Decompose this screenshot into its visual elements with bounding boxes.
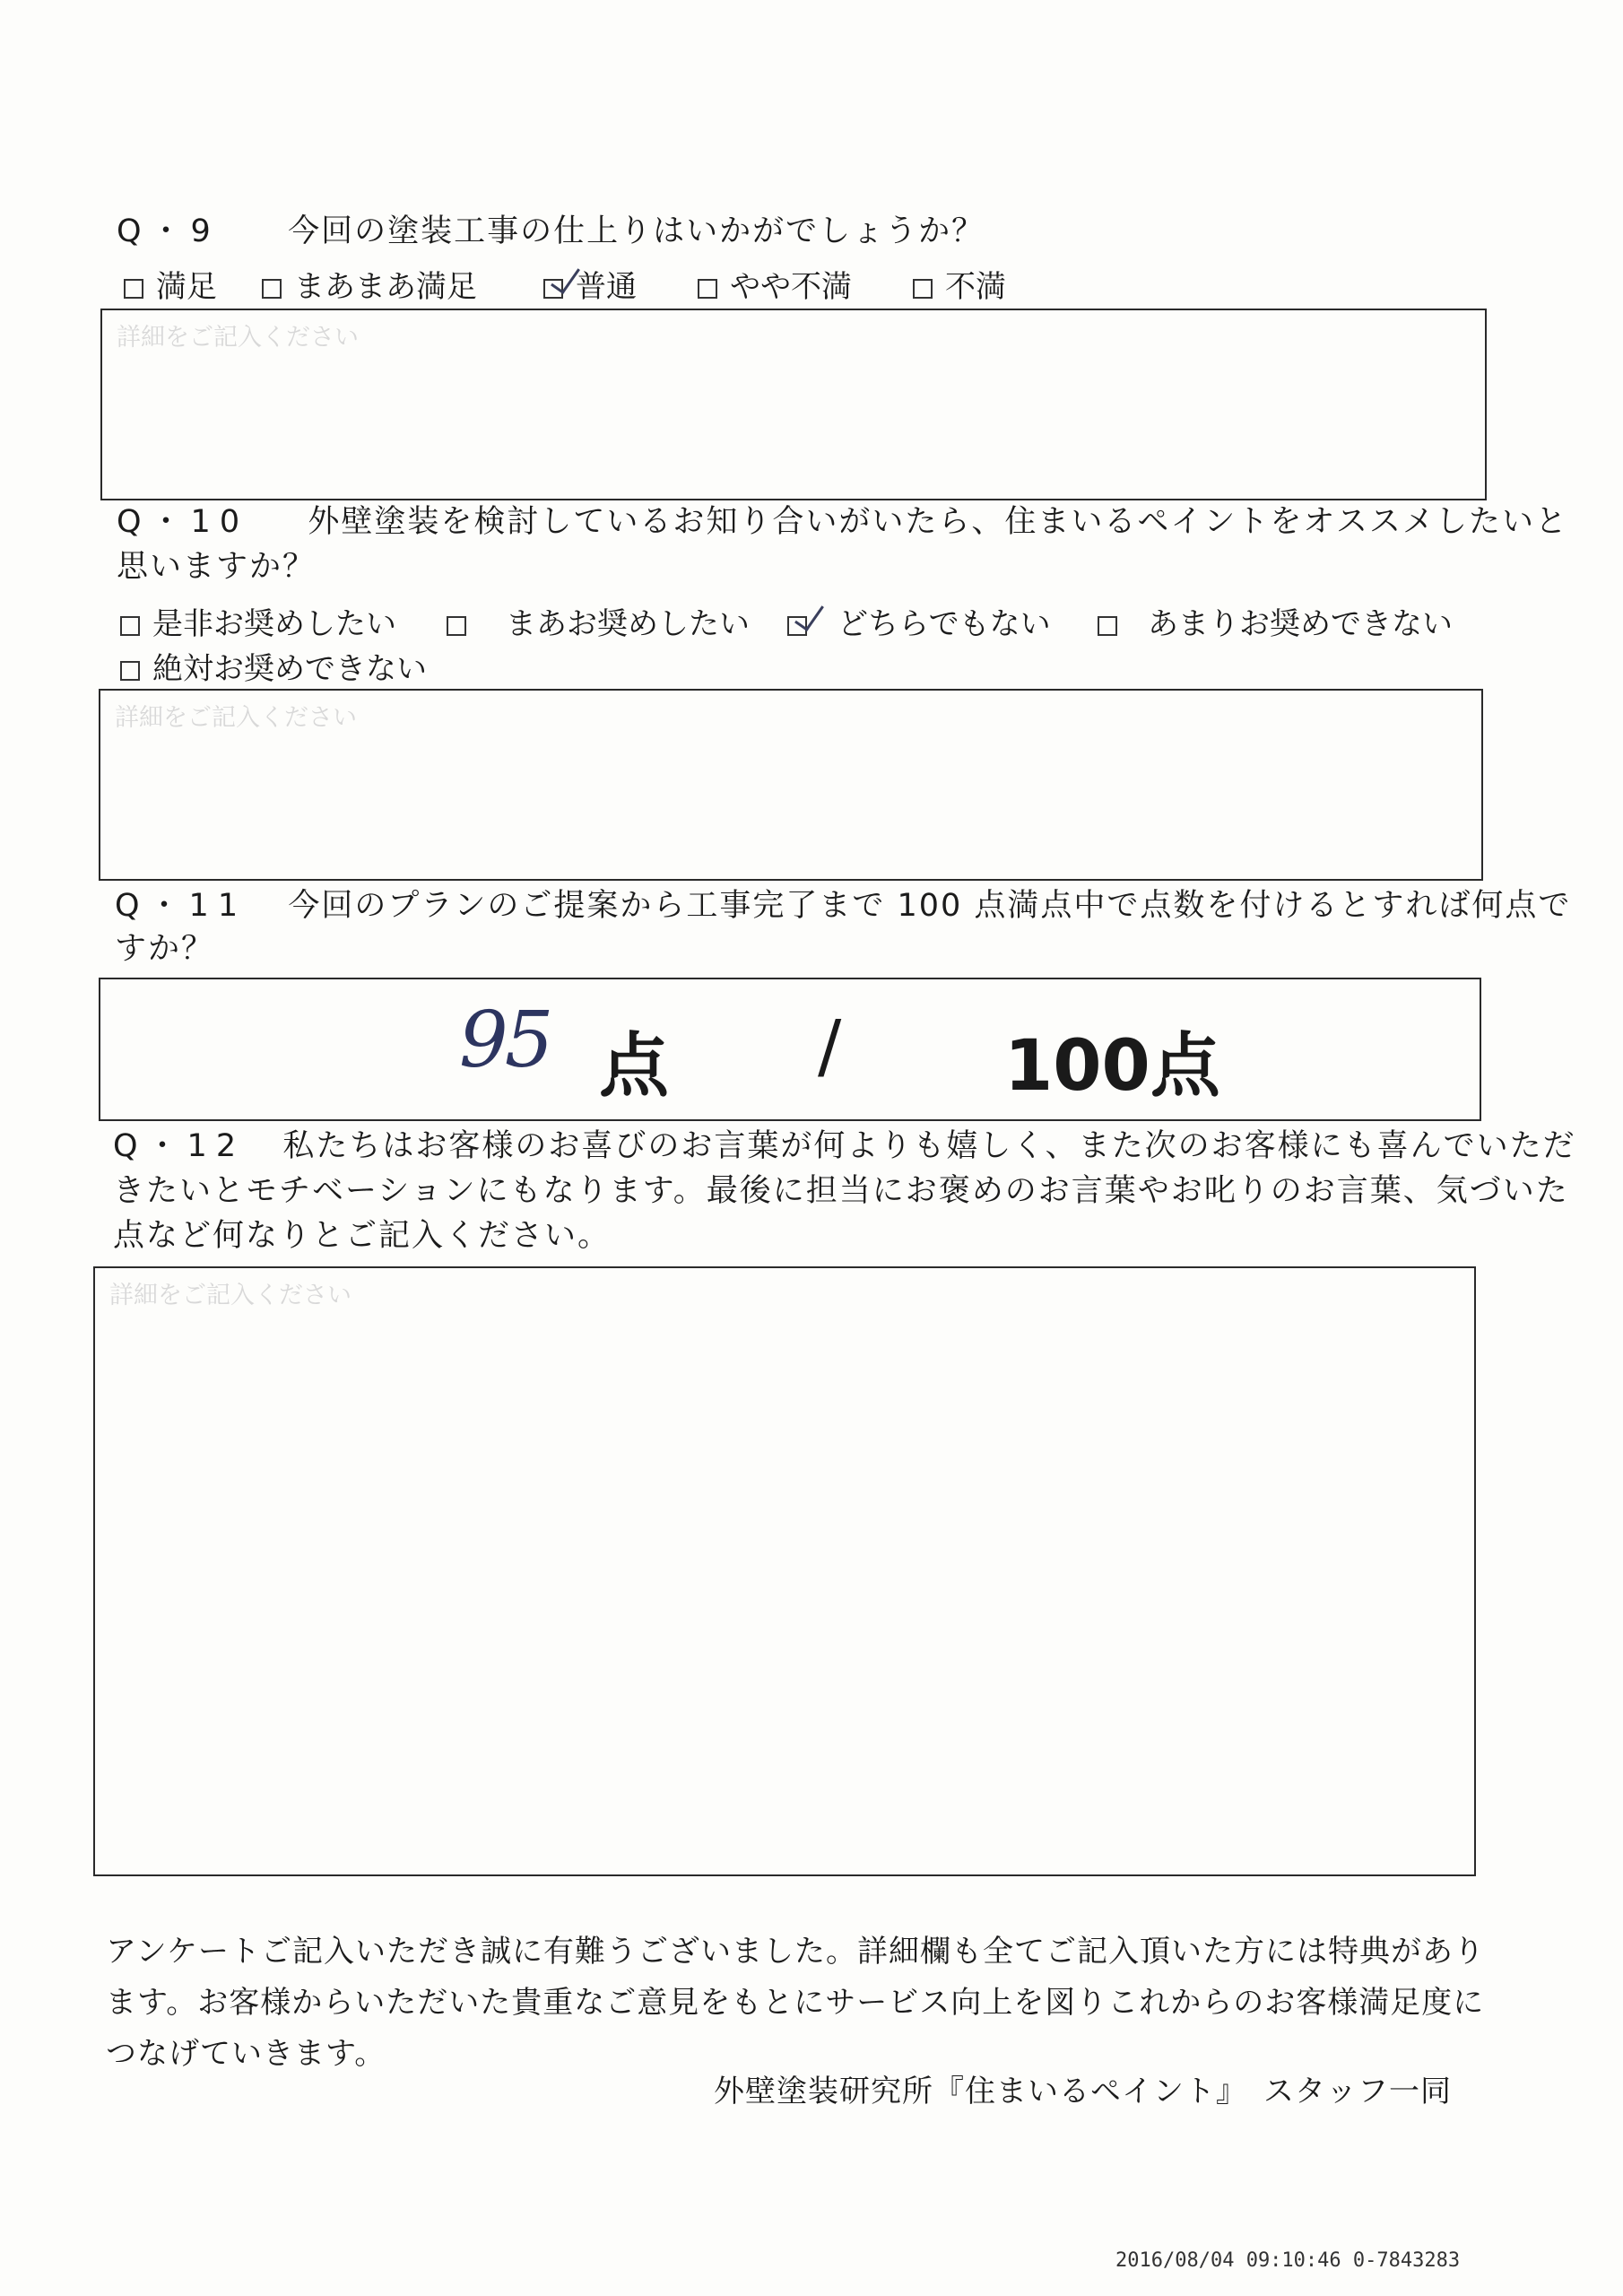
q10-option-1[interactable]: 是非お奨めしたい (120, 599, 396, 643)
q9-option-5[interactable]: 不満 (913, 262, 1006, 306)
q11-number: Q・11 (115, 888, 247, 924)
fax-timestamp: 2016/08/04 09:10:46 0-7843283 (1115, 2249, 1461, 2272)
checkbox[interactable] (447, 616, 466, 636)
q12-question (113, 1126, 1576, 1168)
score-unit: 点 (599, 1026, 670, 1107)
q10-question (117, 502, 1568, 544)
q12-detail-box[interactable] (93, 1266, 1476, 1876)
q12-question-line2: きたいとモチベーションにもなります。最後に担当にお褒めのお言葉やお叱りのお言葉、気づいた (113, 1173, 1569, 1209)
checkbox-checked[interactable] (543, 279, 563, 299)
q9-detail-box[interactable] (100, 309, 1487, 500)
q9-option-1[interactable]: 満足 (124, 262, 217, 306)
q9-number: Q・9 (117, 213, 220, 249)
q11-score-box[interactable] (99, 978, 1481, 1121)
q9-option-4[interactable]: やや不満 (698, 262, 852, 306)
closing-line3: つなげていきます。 (106, 2036, 386, 2072)
q11-question (115, 886, 1571, 927)
handwritten-score: 95 (459, 996, 551, 1085)
closing-line1: アンケートご記入いただき誠に有難うございました。詳細欄も全てご記入頂いた方には特典があり (106, 1934, 1485, 1970)
checkbox[interactable] (124, 279, 143, 299)
checkbox[interactable] (1098, 616, 1117, 636)
q10-option-5[interactable]: 絶対お奨めできない (120, 644, 427, 688)
signature: 外壁塗装研究所『住まいるペイント』 スタッフ一同 (714, 2074, 1452, 2109)
checkbox[interactable] (120, 661, 140, 681)
max-score: 100点 (1004, 1026, 1220, 1107)
q10-option-2[interactable]: まあお奨めしたい (447, 599, 750, 643)
q10-question-line2: 思いますか？ (117, 549, 317, 585)
q10-option-3[interactable]: どちらでもない (787, 599, 1051, 643)
q12-number: Q・12 (113, 1128, 246, 1164)
q10-detail-placeholder: 詳細をご記入ください (115, 704, 357, 732)
checkbox[interactable] (698, 279, 717, 299)
q11-question-line1: 今回のプランのご提案から工事完了まで 100 点満点中で点数を付けるとすれば何点で (288, 888, 1572, 924)
q9-option-2[interactable]: まあまあ満足 (262, 262, 477, 306)
q9-question-text: 今回の塗装工事の仕上りはいかがでしょうか？ (288, 213, 985, 249)
q10-question-line1: 外壁塗装を検討しているお知り合いがいたら、住まいるペイントをオススメしたいと (308, 504, 1569, 540)
q10-option-4[interactable]: あまりお奨めできない (1098, 599, 1453, 643)
closing-line2: ます。お客様からいただいた貴重なご意見をもとにサービス向上を図りこれからのお客様満足度に (106, 1985, 1485, 2021)
q10-detail-box[interactable] (99, 689, 1483, 881)
q9-question (117, 212, 985, 253)
checkbox[interactable] (262, 279, 282, 299)
q12-detail-placeholder: 詳細をご記入ください (109, 1282, 352, 1309)
checkbox[interactable] (913, 279, 933, 299)
q12-question-line3: 点など何なりとご記入ください。 (113, 1218, 612, 1254)
score-separator: / (818, 1006, 842, 1087)
q9-detail-placeholder: 詳細をご記入ください (117, 324, 359, 352)
checkbox-checked[interactable] (787, 616, 807, 636)
q10-number: Q・10 (117, 504, 249, 540)
q11-question-line2: すか？ (115, 931, 215, 967)
checkbox[interactable] (120, 616, 140, 636)
q9-option-3[interactable]: 普通 (543, 262, 637, 306)
q12-question-line1: 私たちはお客様のお喜びのお言葉が何よりも嬉しく、また次のお客様にも喜んでいただ (282, 1128, 1576, 1164)
